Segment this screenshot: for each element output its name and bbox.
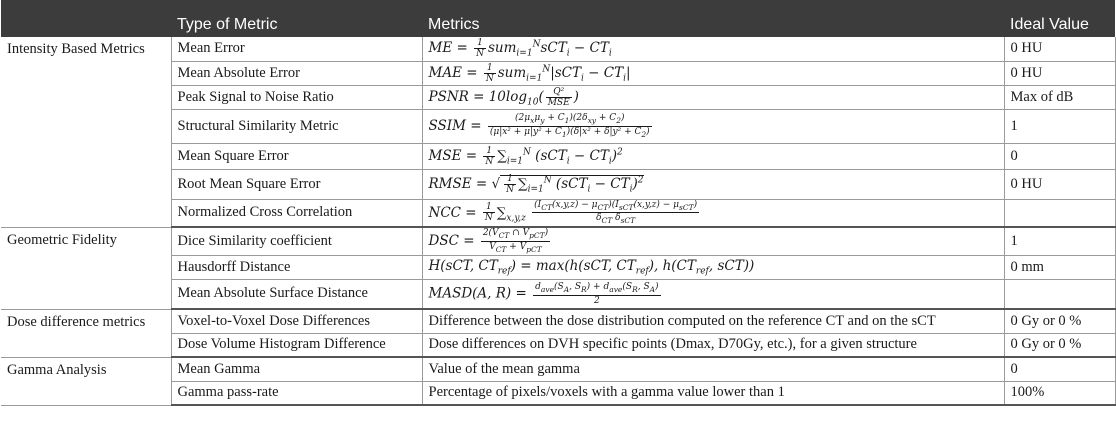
ideal-value: 0: [1004, 143, 1115, 169]
metric-type: Mean Gamma: [171, 357, 422, 381]
formula-lhs: H: [428, 257, 441, 274]
metric-type: Normalized Cross Correlation: [171, 199, 422, 227]
ideal-value: [1004, 279, 1115, 309]
ideal-value: 0 Gy or 0 %: [1004, 309, 1115, 333]
formula-lhs: SSIM: [428, 117, 466, 134]
formula-lhs: MASD: [428, 285, 473, 302]
group-label: Intensity Based Metrics: [1, 37, 171, 227]
metric-type: Voxel-to-Voxel Dose Differences: [171, 309, 422, 333]
formula-lhs: NCC: [428, 204, 461, 221]
metric-type: Mean Absolute Error: [171, 61, 422, 85]
header-row: [1, 0, 1115, 37]
metric-formula: ME = $\frac{1}{N}$ $sum_{i=1}^NsCT_i - CT_i$: [422, 37, 1004, 61]
metric-type: Structural Similarity Metric: [171, 109, 422, 143]
ideal-value: 0 HU: [1004, 61, 1115, 85]
header-metrics: Metrics: [422, 0, 1004, 37]
metric-description: Difference between the dose distribution computed on the reference CT and on the sCT: [422, 309, 1004, 333]
metric-formula: MSE = $\frac{1}{N}$ $\sum_{i=1}^N$ $(sCT_i - CT_i)^2$: [422, 143, 1004, 169]
ideal-value: 0 Gy or 0 %: [1004, 333, 1115, 357]
ideal-value: Max of dB: [1004, 85, 1115, 109]
metric-type: Peak Signal to Noise Ratio: [171, 85, 422, 109]
group-label: Gamma Analysis: [1, 357, 171, 405]
table-row: [1, 357, 1115, 381]
formula-lhs: PSNR: [428, 88, 469, 105]
header-type: Type of Metric: [171, 0, 422, 37]
ideal-value: 1: [1004, 227, 1115, 255]
formula-lhs: ME: [428, 40, 453, 57]
metric-description: Value of the mean gamma: [422, 357, 1004, 381]
metric-type: Root Mean Square Error: [171, 169, 422, 199]
formula-lhs: DSC: [428, 232, 459, 249]
formula-lhs: MSE: [428, 147, 462, 164]
metric-description: Percentage of pixels/voxels with a gamma value lower than 1: [422, 381, 1004, 405]
group-label: Geometric Fidelity: [1, 227, 171, 309]
metric-type: Mean Absolute Surface Distance: [171, 279, 422, 309]
ideal-value: 0 HU: [1004, 37, 1115, 61]
metric-formula: RMSE = √ $\frac{1}{N}$ $\sum_{i=1}^N$ $(sCT_i - CT_i)^2$: [422, 169, 1004, 199]
formula-lhs: RMSE: [428, 175, 472, 192]
metric-formula: DSC = $\frac{2(V_{CT} \cap V_{pCT})}{V_{CT} + V_{pCT}}$: [422, 227, 1004, 255]
table-row: [1, 37, 1115, 61]
metric-type: Hausdorff Distance: [171, 255, 422, 279]
metric-formula: SSIM = $\frac{(2\mu_x\mu_y + C_1)(2\delta_{xy} + C_2)}{(\mu|x^2 + \mu|y^2 + C_1)(\delta|x^2 + \delta|y^2 + C_2)}$: [422, 109, 1004, 143]
metric-type: Dice Similarity coefficient: [171, 227, 422, 255]
metric-formula: MASD(A, R) = $\frac{d_{ave}(S_A, S_R) + d_{ave}(S_R, S_A)}{2}$: [422, 279, 1004, 309]
metrics-table: [1, 0, 1116, 406]
ideal-value: 0 HU: [1004, 169, 1115, 199]
ideal-value: [1004, 199, 1115, 227]
metric-formula: H(sCT, $CT_{ref}) = \max(h(sCT$, $CT_{ref}$), $h(CT_{ref}$, sCT)): [422, 255, 1004, 279]
table-row: [1, 309, 1115, 333]
metric-type: Mean Error: [171, 37, 422, 61]
header-group: [1, 0, 171, 37]
ideal-value: 0: [1004, 357, 1115, 381]
metric-description: Dose differences on DVH specific points (Dmax, D70Gy, etc.), for a given structure: [422, 333, 1004, 357]
metric-type: Dose Volume Histogram Difference: [171, 333, 422, 357]
ideal-value: 100%: [1004, 381, 1115, 405]
metric-formula: NCC = $\frac{1}{N}$ $\sum_{x,y,z}$ $\frac{(I_{CT}(x,y,z) - \mu_{CT})(I_{sCT}(x,y,z) - \mu_{sCT})}{\delta_{CT} \delta_{sCT}}$: [422, 199, 1004, 227]
group-label: Dose difference metrics: [1, 309, 171, 357]
formula-lhs: MAE: [428, 64, 462, 81]
metric-formula: MAE = $\frac{1}{N}$ $sum_{i=1}^N|sCT_i - CT_i|$: [422, 61, 1004, 85]
ideal-value: 1: [1004, 109, 1115, 143]
metric-formula: PSNR = $10\log_{10}$( $\frac{\text{Q²}}{\text{MSE}}$ ): [422, 85, 1004, 109]
metric-type: Mean Square Error: [171, 143, 422, 169]
table-row: [1, 227, 1115, 255]
metric-type: Gamma pass-rate: [171, 381, 422, 405]
header-ideal: Ideal Value: [1004, 0, 1115, 37]
ideal-value: 0 mm: [1004, 255, 1115, 279]
